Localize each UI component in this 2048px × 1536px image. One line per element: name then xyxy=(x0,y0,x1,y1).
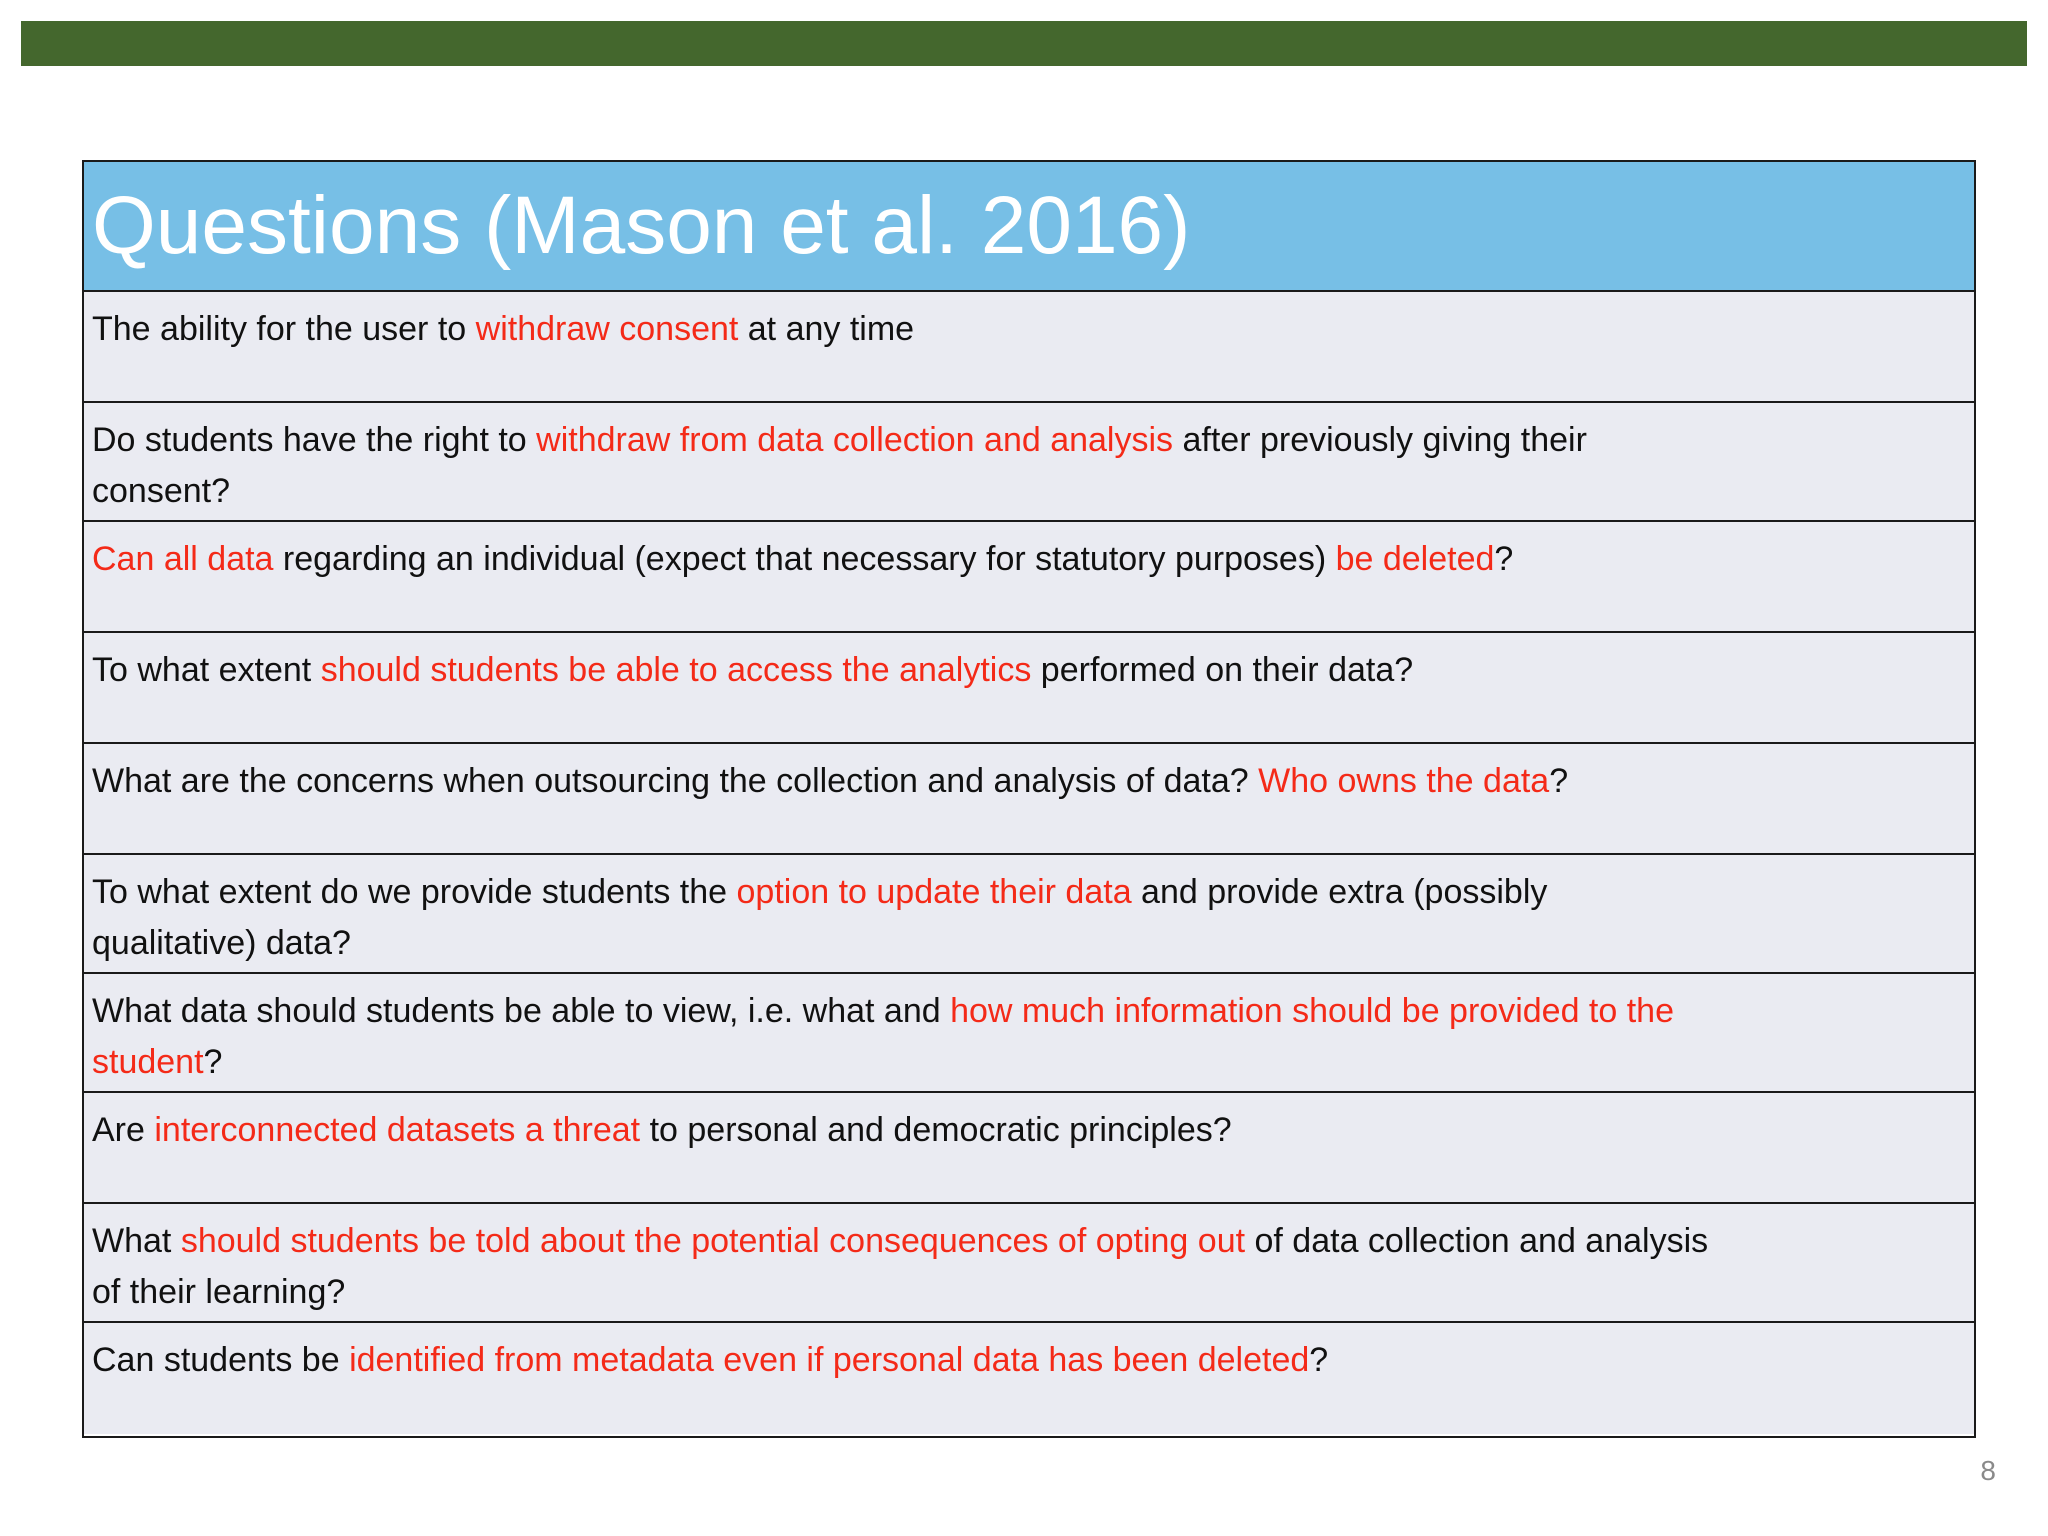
question-line xyxy=(92,986,1966,1037)
question-line xyxy=(92,1105,1966,1156)
question-text: Do students have the right to xyxy=(92,421,537,459)
question-text: To what extent xyxy=(92,651,321,689)
question-rows xyxy=(84,292,1974,1436)
question-row xyxy=(84,633,1974,744)
highlighted-phrase: should students be told about the potential consequences of opting out xyxy=(180,1222,1246,1260)
question-line xyxy=(92,918,1966,969)
question-text: What xyxy=(92,1222,181,1260)
question-row xyxy=(84,522,1974,633)
question-text: ? xyxy=(1549,762,1569,800)
highlighted-phrase: identified from metadata even if personal data has been deleted xyxy=(349,1341,1310,1379)
question-text: regarding an individual (expect that necessary for statutory purposes) xyxy=(273,540,1336,578)
question-text: ? xyxy=(203,1043,223,1081)
question-text: The ability for the user to xyxy=(92,310,476,348)
highlighted-phrase: withdraw consent xyxy=(475,310,739,348)
question-line xyxy=(92,534,1966,585)
question-text: and provide extra (possibly xyxy=(1131,873,1548,911)
highlighted-phrase: how much information should be provided to the xyxy=(950,992,1674,1030)
question-row xyxy=(84,1093,1974,1204)
slide-title: Questions (Mason et al. 2016) xyxy=(92,180,1191,271)
page-number: 8 xyxy=(1980,1455,1996,1486)
question-text: to personal and democratic principles? xyxy=(640,1111,1232,1149)
question-text: Are xyxy=(92,1111,155,1149)
question-text: Can students be xyxy=(92,1341,350,1379)
highlighted-phrase: option to update their data xyxy=(736,873,1132,911)
question-text: of data collection and analysis xyxy=(1245,1222,1709,1260)
question-row xyxy=(84,974,1974,1093)
highlighted-phrase: withdraw from data collection and analysis xyxy=(536,421,1174,459)
highlighted-phrase: should students be able to access the analytics xyxy=(320,651,1032,689)
question-row xyxy=(84,1204,1974,1323)
highlighted-phrase: be deleted xyxy=(1335,540,1495,578)
question-line xyxy=(92,756,1966,807)
question-text: What data should students be able to view, i.e. what and xyxy=(92,992,951,1030)
question-line xyxy=(92,415,1966,466)
highlighted-phrase: student xyxy=(92,1043,204,1081)
questions-table xyxy=(82,160,1976,1438)
question-text: consent? xyxy=(92,472,230,510)
question-line xyxy=(92,466,1966,517)
question-line xyxy=(92,304,1966,355)
top-accent-bar xyxy=(21,21,2027,66)
question-line xyxy=(92,1037,1966,1088)
question-row xyxy=(84,403,1974,522)
question-text: ? xyxy=(1494,540,1514,578)
question-text: What are the concerns when outsourcing the collection and analysis of data? xyxy=(92,762,1259,800)
question-row xyxy=(84,855,1974,974)
table-header xyxy=(84,162,1974,292)
question-text: after previously giving their xyxy=(1173,421,1587,459)
question-text: at any time xyxy=(738,310,915,348)
question-line xyxy=(92,1267,1966,1318)
question-text: of their learning? xyxy=(92,1273,346,1311)
question-line xyxy=(92,1216,1966,1267)
question-line xyxy=(92,645,1966,696)
highlighted-phrase: interconnected datasets a threat xyxy=(154,1111,641,1149)
question-row xyxy=(84,1323,1974,1434)
highlighted-phrase: Who owns the data xyxy=(1258,762,1550,800)
question-row xyxy=(84,292,1974,403)
question-line xyxy=(92,867,1966,918)
question-text: qualitative) data? xyxy=(92,924,351,962)
question-text: performed on their data? xyxy=(1031,651,1414,689)
question-row xyxy=(84,744,1974,855)
question-line xyxy=(92,1335,1966,1386)
highlighted-phrase: Can all data xyxy=(92,540,274,578)
question-text: To what extent do we provide students the xyxy=(92,873,737,911)
question-text: ? xyxy=(1309,1341,1329,1379)
